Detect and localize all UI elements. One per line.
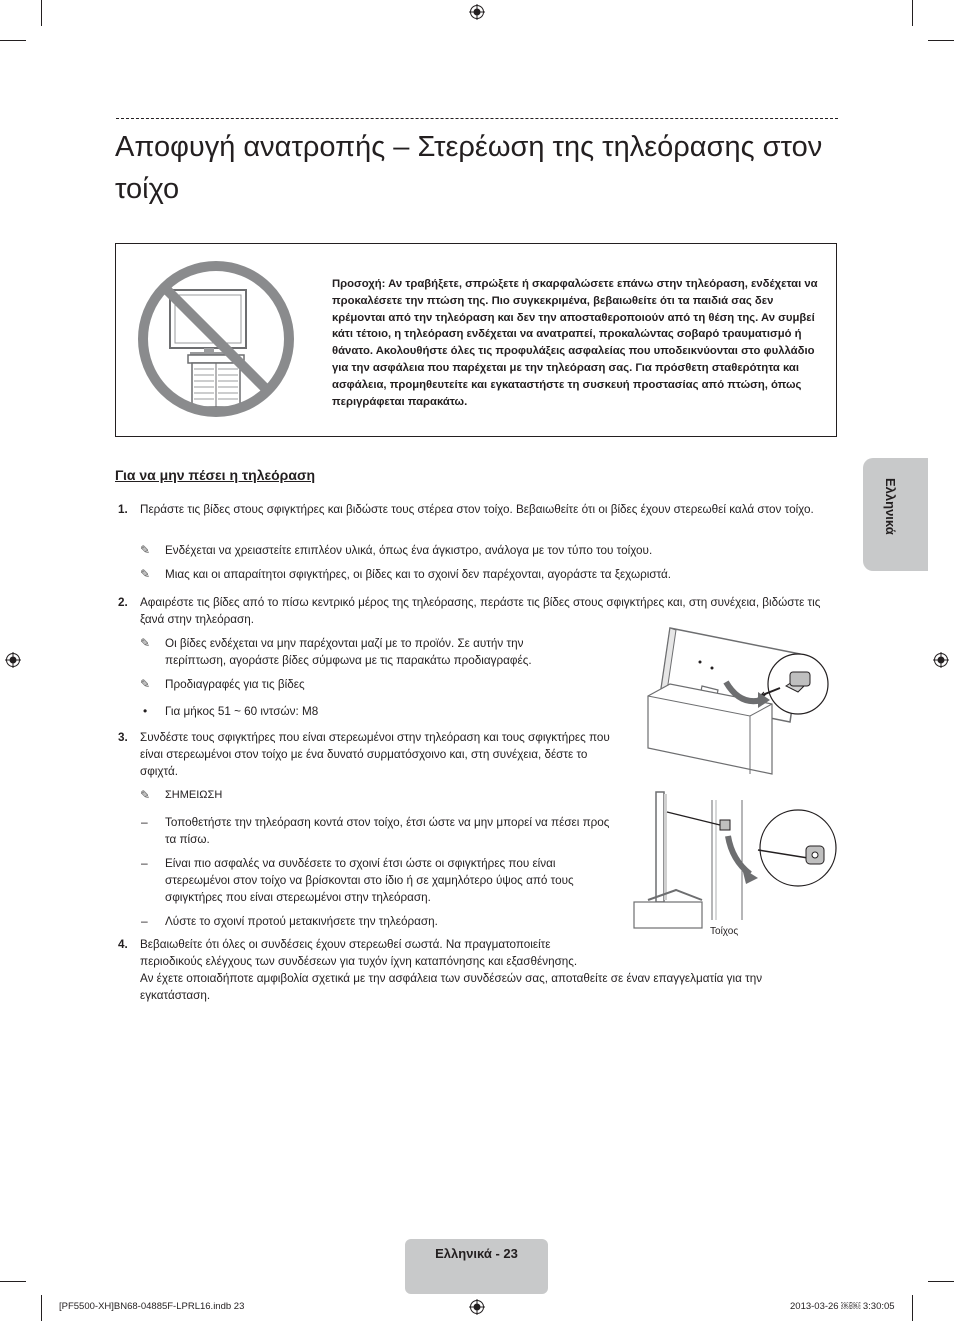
warning-text: Προσοχή: Αν τραβήξετε, σπρώξετε ή σκαρφαλώσετε επάνω στην τηλεόραση, ενδέχεται να προκαλέσετε την πτώση της. Πιο συγκεκριμένα, βεβαιωθείτε ότι τα παιδιά σας δεν κρέμονται από την τηλεόραση και δεν την αποσταθεροποιούν από τη θέση της. Αν συμβεί κάτι τέτοιο, η τηλεόραση ενδέχεται να ανατραπεί, προκαλώντας σοβαρό τραυματισμό ή θάνατο. Ακολουθήστε όλες τις προφυλάξεις ασφαλείας που υποδεικνύονται στο φυλλάδιο για την ασφάλεια που παρέχεται με την τηλεόραση σας. Για πρόσθετη σταθερότητα και ασφάλεια, προμηθευτείτε και εγκαταστήστε τη συσκευή προστασίας από πτώση, όπως περιγράφεται παρακάτω. (332, 278, 818, 408)
section-heading: Για να μην πέσει η τηλεόραση (115, 467, 316, 483)
crop-mark (912, 0, 913, 26)
step-text: Περάστε τις βίδες στους σφιγκτήρες και βιδώστε τους στέρεα στον τοίχο. Βεβαιωθείτε ότι οι βίδες έχουν στερεωθεί καλά στον τοίχο. (140, 503, 814, 516)
pencil-note-icon: ✎ (140, 567, 151, 581)
pencil-note-icon: ✎ (140, 636, 151, 650)
footer-filename: [PF5500-XH]BN68-04885F-LPRL16.indb 23 (59, 1301, 245, 1312)
step-number: 1. (118, 503, 128, 516)
note-text: Μιας και οι απαραίτητοι σφιγκτήρες, οι βίδες και το σχοινί δεν παρέχονται, αγοράστε τα ξεχωριστά. (165, 568, 672, 581)
crop-mark (912, 1295, 913, 1321)
page-title: Αποφυγή ανατροπής – Στερέωση της τηλεόρασης στον τοίχο (115, 131, 823, 205)
crop-mark (928, 1281, 954, 1282)
crop-mark (0, 40, 26, 41)
step-text: Αν έχετε οποιαδήποτε αμφιβολία σχετικά με την ασφάλεια των συνδέσεών σας, αποταθείτε σε έναν επαγγελματία για την εγκατάσταση. (140, 972, 763, 1002)
language-side-tab-label: Ελληνικά (883, 478, 898, 535)
registration-mark-icon (933, 652, 949, 668)
note-text: Οι βίδες ενδέχεται να μην παρέχονται μαζί με το προϊόν. Σε αυτήν την περίπτωση, αγοράστε βίδες σύμφωνα με τις παρακάτω προδιαγραφές. (165, 637, 532, 667)
step-number: 3. (118, 731, 128, 744)
dash-text: Τοποθετήστε την τηλεόραση κοντά στον τοίχο, έτσι ώστε να μην μπορεί να πέσει προς τα πίσω. (165, 816, 610, 846)
pencil-note-icon: ✎ (140, 543, 151, 557)
registration-mark-icon (5, 652, 21, 668)
dash-marker: – (141, 914, 148, 928)
bullet-text: Για μήκος 51 ~ 60 ιντσών: M8 (165, 705, 319, 718)
dash-marker: – (141, 856, 148, 870)
crop-mark (41, 0, 42, 26)
step-text: Αφαιρέστε τις βίδες από το πίσω κεντρικό μέρος της τηλεόρασης, περάστε τις βίδες στους σφιγκτήρες και, στη συνέχεια, βιδώστε τις ξανά στην τηλεόραση. (140, 596, 821, 626)
wall-attach-illustration (632, 790, 844, 930)
footer-timestamp: 2013-03-26 ￼￼ 3:30:05 (790, 1301, 895, 1312)
step-text: Βεβαιωθείτε ότι όλες οι συνδέσεις έχουν στερεωθεί σωστά. Να πραγματοποιείτε περιοδικούς ελέγχους των συνδέσεων για τυχόν ίχνη καταπόνησης και εξασθένησης. (140, 938, 578, 968)
note-text: Ενδέχεται να χρειαστείτε επιπλέον υλικά, όπως ένα άγκιστρο, ανάλογα με τον τύπο του τοίχου. (165, 544, 653, 557)
crop-mark (928, 40, 954, 41)
tv-back-bracket-illustration (640, 624, 840, 776)
page-number: Ελληνικά - 23 (435, 1246, 518, 1261)
dash-marker: – (141, 815, 148, 829)
step-text: Συνδέστε τους σφιγκτήρες που είναι στερεωμένοι στην τηλεόραση και τους σφιγκτήρες που είναι στερεωμένοι στον τοίχο με ένα δυνατό συρματόσχοινο και, στη συνέχεια, δέστε το σφιχτά. (140, 731, 610, 778)
wall-label: Τοίχος (710, 926, 739, 937)
crop-mark (0, 1281, 26, 1282)
step-number: 2. (118, 596, 128, 609)
dash-text: Λύστε το σχοινί προτού μετακινήσετε την τηλεόραση. (165, 915, 438, 928)
bullet-icon: • (143, 704, 148, 718)
title-rule (116, 118, 838, 119)
registration-mark-icon (469, 4, 485, 20)
step-number: 4. (118, 938, 128, 951)
pencil-note-icon: ✎ (140, 788, 151, 802)
dash-text: Είναι πιο ασφαλές να συνδέσετε το σχοινί έτσι ώστε οι σφιγκτήρες που είναι στερεωμένοι στον τοίχο να βρίσκονται στο ίδιο ή σε χαμηλότερο ύψος από τους σφιγκτήρες που είναι στερεωμένοι στην τηλεόραση. (165, 857, 574, 904)
note-text: Προδιαγραφές για τις βίδες (165, 678, 305, 691)
crop-mark (41, 1295, 42, 1321)
note-label: ΣΗΜΕΙΩΣΗ (165, 789, 223, 801)
pencil-note-icon: ✎ (140, 677, 151, 691)
no-tv-on-cabinet-illustration (134, 256, 298, 422)
registration-mark-icon (469, 1299, 485, 1315)
